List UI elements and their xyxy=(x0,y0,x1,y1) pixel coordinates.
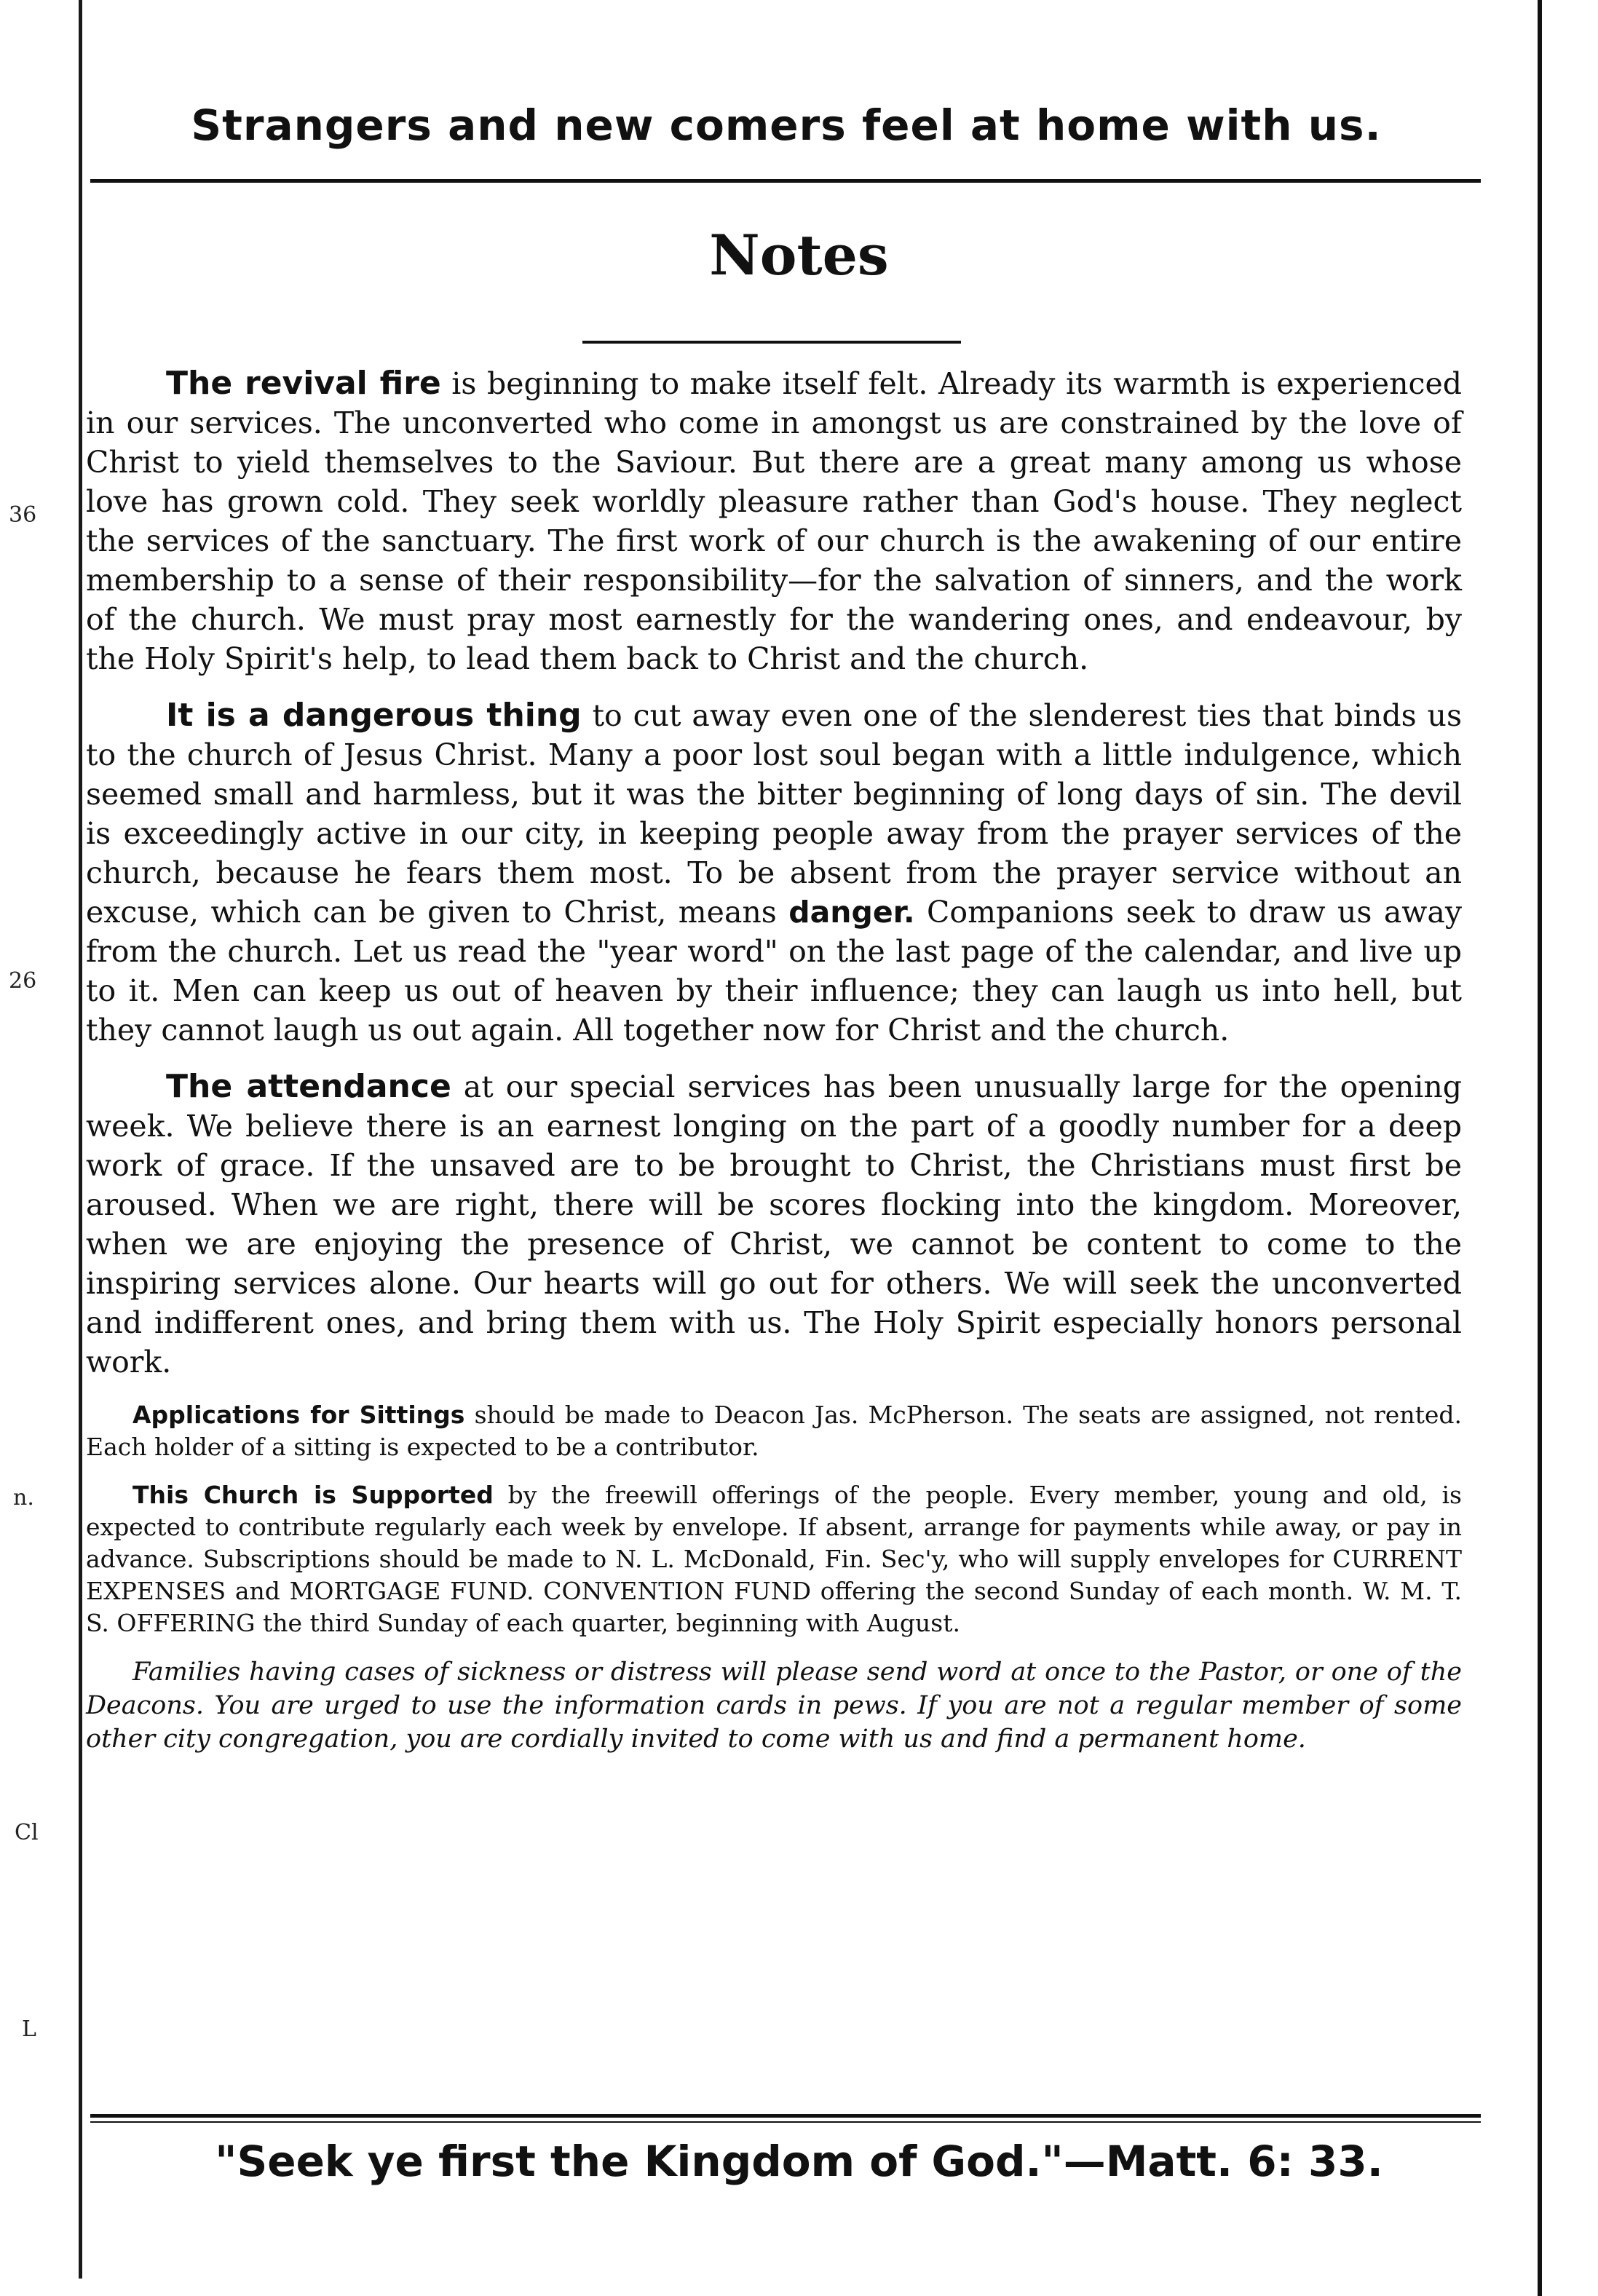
note-text: is beginning to make itself felt. Already its warmth is experienced in our services. The unconverted who come in amongst us are constrained by the love of Christ to yield themselves to the Saviour. But there are a great many among us whose love has grown cold. They seek worldly pleasure rather than God's house. They neglect the services of the sanctuary. The first work of our church is the awakening of our entire membership to a sense of their responsibility—for the salvation of sinners, and the work of the church. We must pray most earnestly for the wandering ones, and endeavour, by the Holy Spirit's help, to lead them back to Christ and the church. xyxy=(86,366,1462,676)
margin-mark: Cl xyxy=(15,1820,39,1845)
page-edge xyxy=(1538,0,1542,2296)
note-emphasis: danger. xyxy=(788,895,915,930)
notice-text: should be made to Deacon Jas. McPherson. The seats are assigned, not rented. Each holder of a sitting is expected to be a contributor. xyxy=(86,1401,1462,1461)
note-lead: It is a dangerous thing xyxy=(166,697,582,734)
margin-mark: 36 xyxy=(9,502,37,528)
closing-invitation: Families having cases of sickness or distress will please send word at once to the Pastor, or one of the Deacons. You are urged to use the information cards in pews. If you are not a regular member of some other city congregation, you are cordially invited to come with us and find a permanent home. xyxy=(86,1658,1462,1754)
notice-support xyxy=(86,1479,1462,1639)
header-rule xyxy=(90,179,1481,183)
note-lead: The revival fire xyxy=(166,365,441,402)
note-danger xyxy=(86,696,1462,1050)
title-rule xyxy=(582,341,961,344)
note-text: at our special services has been unusually large for the opening week. We believe there is an earnest longing on the part of a goodly number for a deep work of grace. If the unsaved are to be brought to Christ, the Christians must first be aroused. When we are right, there will be scores flocking into the kingdom. Moreover, when we are enjoying the presence of Christ, we cannot be content to come to the inspiring services alone. Our hearts will go out for others. We will seek the unconverted and indifferent ones, and bring them with us. The Holy Spirit especially honors personal work. xyxy=(86,1069,1463,1379)
margin-mark: 26 xyxy=(9,968,37,994)
notice-lead: Applications for Sittings xyxy=(132,1401,465,1429)
note-lead: The attendance xyxy=(166,1068,451,1105)
notice-lead: This Church is Supported xyxy=(132,1481,494,1509)
footer-rule-thin xyxy=(90,2121,1481,2123)
page-title: Notes xyxy=(709,223,889,288)
note-text: to cut away even one of the slenderest ties that binds us to the church of Jesus Christ. Many a poor lost soul began with a little indulgence, which seemed small and harmless, but it was the bitter beginning of long days of sin. The devil is exceedingly active in our city, in keeping people away from the prayer services of the church, because he fears them most. To be absent from the prayer service without an excuse, which can be given to Christ, means xyxy=(86,698,1462,930)
notes-body xyxy=(86,364,1462,1756)
notice-sittings xyxy=(86,1399,1462,1463)
footer-motto: "Seek ye first the Kingdom of God."—Matt. 6: 33. xyxy=(215,2137,1383,2186)
note-text: Companions seek to draw us away from the church. Let us read the "year word" on the last page of the calendar, and live up to it. Men can keep us out of heaven by their influence; they can laugh us into hell, but they cannot laugh us out again. All together now for Christ and the church. xyxy=(86,895,1463,1048)
footer-rule xyxy=(90,2114,1481,2118)
notice-text: by the freewill offerings of the people. Every member, young and old, is expected to contribute regularly each week by envelope. If absent, arrange for payments while away, or pay in advance. Subscriptions should be made to N. L. McDonald, Fin. Sec'y, who will supply envelopes for CURRENT EXPENSES and MORTGAGE FUND. CONVENTION FUND offering the second Sunday of each month. W. M. T. S. OFFERING the third Sunday of each quarter, beginning with August. xyxy=(86,1481,1462,1637)
margin-mark: L xyxy=(22,2016,36,2042)
note-revival xyxy=(86,364,1462,678)
note-attendance xyxy=(86,1067,1462,1382)
margin-mark: n. xyxy=(13,1485,34,1511)
header-slogan: Strangers and new comers feel at home with us. xyxy=(191,100,1382,150)
